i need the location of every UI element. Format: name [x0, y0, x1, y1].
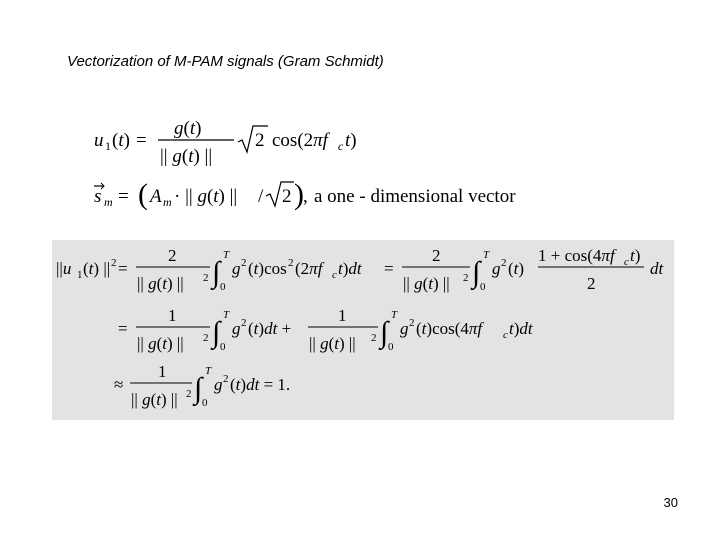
- svg-text:/: /: [258, 186, 264, 207]
- svg-text:|| g(t) ||: || g(t) ||: [131, 390, 178, 409]
- svg-text:t): t): [630, 246, 641, 265]
- svg-text:0: 0: [202, 397, 208, 409]
- svg-text:1: 1: [77, 269, 83, 281]
- svg-text:t): t): [345, 130, 357, 151]
- svg-text:(t)dt +: (t)dt +: [248, 319, 292, 338]
- svg-text:2: 2: [223, 373, 229, 385]
- svg-text:g: g: [492, 259, 501, 278]
- slide-title: Vectorization of M-PAM signals (Gram Schmidt): [67, 53, 384, 70]
- svg-text:1: 1: [105, 139, 111, 153]
- svg-text:=: =: [136, 130, 147, 151]
- svg-text:(t)dt = 1.: (t)dt = 1.: [230, 375, 291, 394]
- svg-text:T: T: [205, 365, 212, 377]
- norm-line-2: [118, 306, 534, 353]
- svg-text:∫: ∫: [212, 316, 221, 349]
- svg-text:2: 2: [288, 257, 294, 269]
- svg-text:|| g(t) ||: || g(t) ||: [309, 334, 356, 353]
- svg-text:|| g(t) ||: || g(t) ||: [137, 334, 184, 353]
- svg-text:c: c: [338, 139, 344, 153]
- svg-text:2: 2: [432, 246, 441, 265]
- svg-text:2: 2: [241, 317, 247, 329]
- svg-text:∫: ∫: [472, 256, 481, 289]
- svg-text:T: T: [483, 249, 490, 261]
- svg-text:∫: ∫: [194, 372, 203, 405]
- denominator-norm-g: || g(t) ||: [160, 146, 213, 167]
- svg-text:2: 2: [463, 272, 469, 284]
- svg-text:m: m: [104, 195, 113, 209]
- svg-text:(t) ||: (t) ||: [83, 259, 111, 278]
- basis-function-equation: [94, 118, 357, 167]
- svg-text:c: c: [332, 269, 337, 281]
- svg-text:||u: ||u: [56, 259, 72, 278]
- basis-equations: [88, 112, 568, 222]
- svg-text:|| g(t) ||: || g(t) ||: [403, 274, 450, 293]
- svg-text:t)dt: t)dt: [509, 319, 533, 338]
- svg-text:(t): (t): [508, 259, 525, 278]
- svg-text:=: =: [118, 319, 128, 338]
- svg-text:2: 2: [409, 317, 415, 329]
- svg-text:2: 2: [203, 332, 209, 344]
- svg-text:=: =: [384, 259, 394, 278]
- svg-text:2: 2: [371, 332, 377, 344]
- svg-text:T: T: [391, 309, 398, 321]
- signal-vector-equation: [94, 178, 516, 211]
- svg-text:(t)cos: (t)cos: [248, 259, 287, 278]
- svg-text:1 + cos(4πf: 1 + cos(4πf: [538, 246, 615, 265]
- svg-text:0: 0: [480, 281, 486, 293]
- svg-text:(t)cos(4πf: (t)cos(4πf: [416, 319, 483, 338]
- norm-derivation-panel: [52, 240, 674, 420]
- svg-text:1: 1: [158, 362, 167, 381]
- svg-text:c: c: [503, 329, 508, 341]
- svg-text:dt: dt: [650, 259, 664, 278]
- svg-text:A: A: [150, 186, 162, 207]
- svg-text:0: 0: [220, 341, 226, 353]
- svg-text:· || g(t) ||: · || g(t) ||: [174, 186, 238, 207]
- svg-text:(2πf: (2πf: [295, 259, 323, 278]
- svg-text:∫: ∫: [212, 256, 221, 289]
- norm-line-3: [114, 362, 290, 409]
- svg-text:2: 2: [255, 130, 265, 151]
- svg-text:2: 2: [186, 388, 192, 400]
- svg-text:2: 2: [282, 186, 292, 207]
- svg-text:u: u: [94, 130, 104, 151]
- one-dimensional-note: a one - dimensional vector: [314, 186, 516, 207]
- svg-text:m: m: [163, 195, 172, 209]
- svg-text:2: 2: [111, 257, 117, 269]
- svg-text:g: g: [214, 375, 223, 394]
- svg-text:2: 2: [168, 246, 177, 265]
- svg-text:cos(2πf: cos(2πf: [272, 130, 328, 151]
- norm-line-1: [56, 246, 665, 293]
- norm-derivation: [52, 240, 674, 420]
- svg-text:|| g(t) ||: || g(t) ||: [137, 274, 184, 293]
- svg-text:T: T: [223, 309, 230, 321]
- svg-text:≈: ≈: [114, 375, 124, 394]
- svg-text:0: 0: [388, 341, 394, 353]
- svg-text:T: T: [223, 249, 230, 261]
- svg-text:(t): (t): [112, 130, 130, 151]
- svg-text:2: 2: [587, 274, 596, 293]
- svg-text:2: 2: [501, 257, 507, 269]
- svg-text:): ): [294, 178, 304, 211]
- svg-text:s: s: [94, 186, 102, 207]
- svg-text:c: c: [624, 256, 629, 268]
- svg-text:(: (: [138, 178, 148, 211]
- svg-text:g: g: [232, 319, 241, 338]
- svg-text:2: 2: [203, 272, 209, 284]
- svg-text:∫: ∫: [380, 316, 389, 349]
- svg-text:g: g: [400, 319, 409, 338]
- svg-text:=: =: [118, 186, 129, 207]
- svg-text:=: =: [118, 259, 128, 278]
- svg-text:1: 1: [338, 306, 347, 325]
- svg-text:0: 0: [220, 281, 226, 293]
- page-number: 30: [663, 495, 678, 510]
- svg-text:g: g: [232, 259, 241, 278]
- svg-text:t)dt: t)dt: [338, 259, 362, 278]
- svg-text:2: 2: [241, 257, 247, 269]
- svg-text:1: 1: [168, 306, 177, 325]
- numerator-g-t: g(t): [174, 118, 202, 139]
- svg-text:,: ,: [303, 186, 308, 207]
